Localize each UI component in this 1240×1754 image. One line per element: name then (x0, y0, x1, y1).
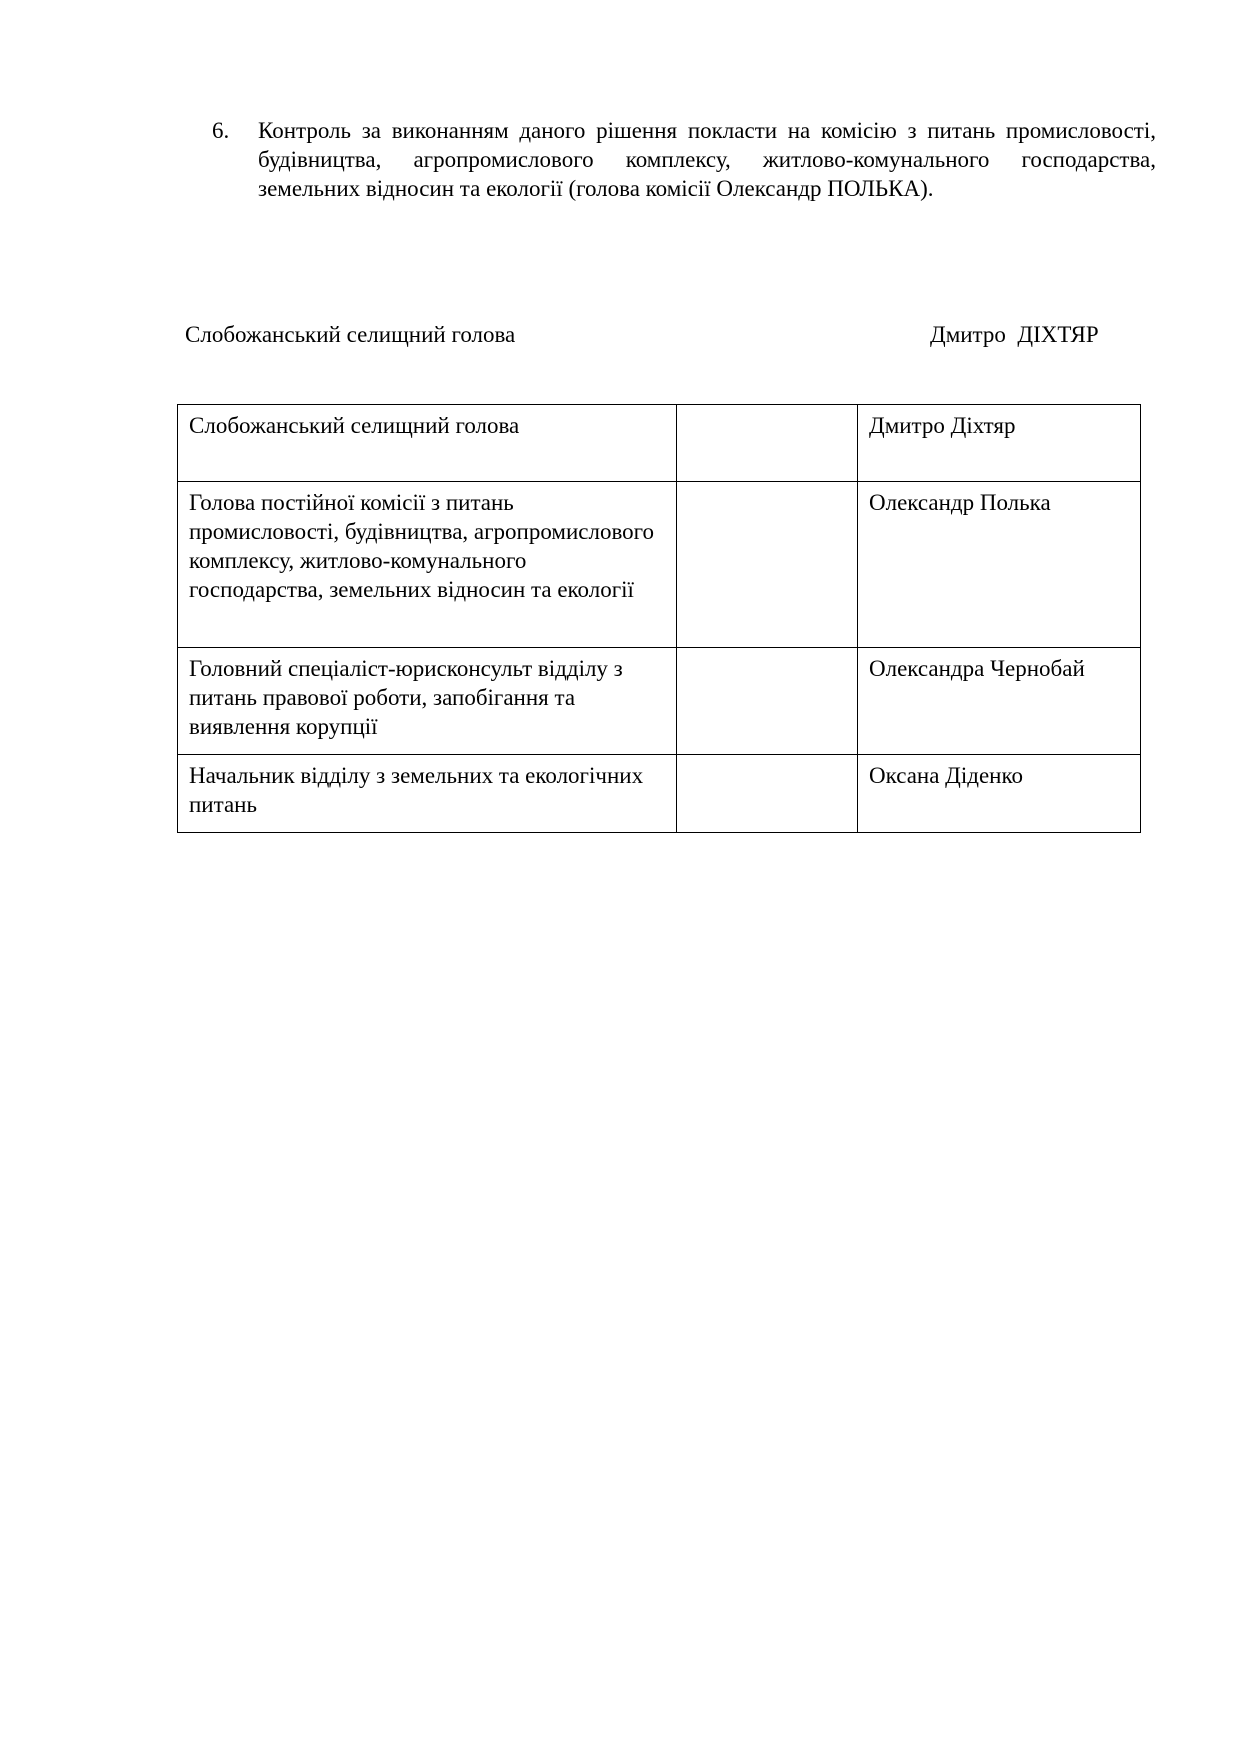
table-row (178, 405, 1141, 482)
approver-name: Олександра Чернобай (858, 648, 1141, 755)
approver-signature-cell (677, 482, 858, 648)
table-row (178, 755, 1141, 833)
approver-position: Голова постійної комісії з питань промисловості, будівництва, агропромислового комплексу, житлово-комунального господарства, земельних відносин та екології (178, 482, 677, 648)
approver-signature-cell (677, 648, 858, 755)
clause-number: 6. (212, 118, 230, 143)
signature-position: Слобожанський селищний голова (185, 322, 516, 347)
signature-name: Дмитро ДІХТЯР (930, 322, 1099, 347)
approver-name: Дмитро Діхтяр (858, 405, 1141, 482)
table-row (178, 648, 1141, 755)
approver-name: Оксана Діденко (858, 755, 1141, 833)
approver-position: Слобожанський селищний голова (178, 405, 677, 482)
approval-table (177, 404, 1141, 833)
clause-text: Контроль за виконанням даного рішення покласти на комісію з питань промисловості, будівництва, агропромислового комплексу, житлово-комунального господарства, земельних відносин та екології (голова комісії Олександр ПОЛЬКА). (258, 118, 1156, 201)
table-row (178, 482, 1141, 648)
approver-name: Олександр Полька (858, 482, 1141, 648)
approver-signature-cell (677, 755, 858, 833)
approver-position: Головний спеціаліст-юрисконсульт відділу з питань правової роботи, запобігання та виявлення корупції (178, 648, 677, 755)
approver-signature-cell (677, 405, 858, 482)
clause-item (212, 116, 1156, 203)
approver-position: Начальник відділу з земельних та екологічних питань (178, 755, 677, 833)
